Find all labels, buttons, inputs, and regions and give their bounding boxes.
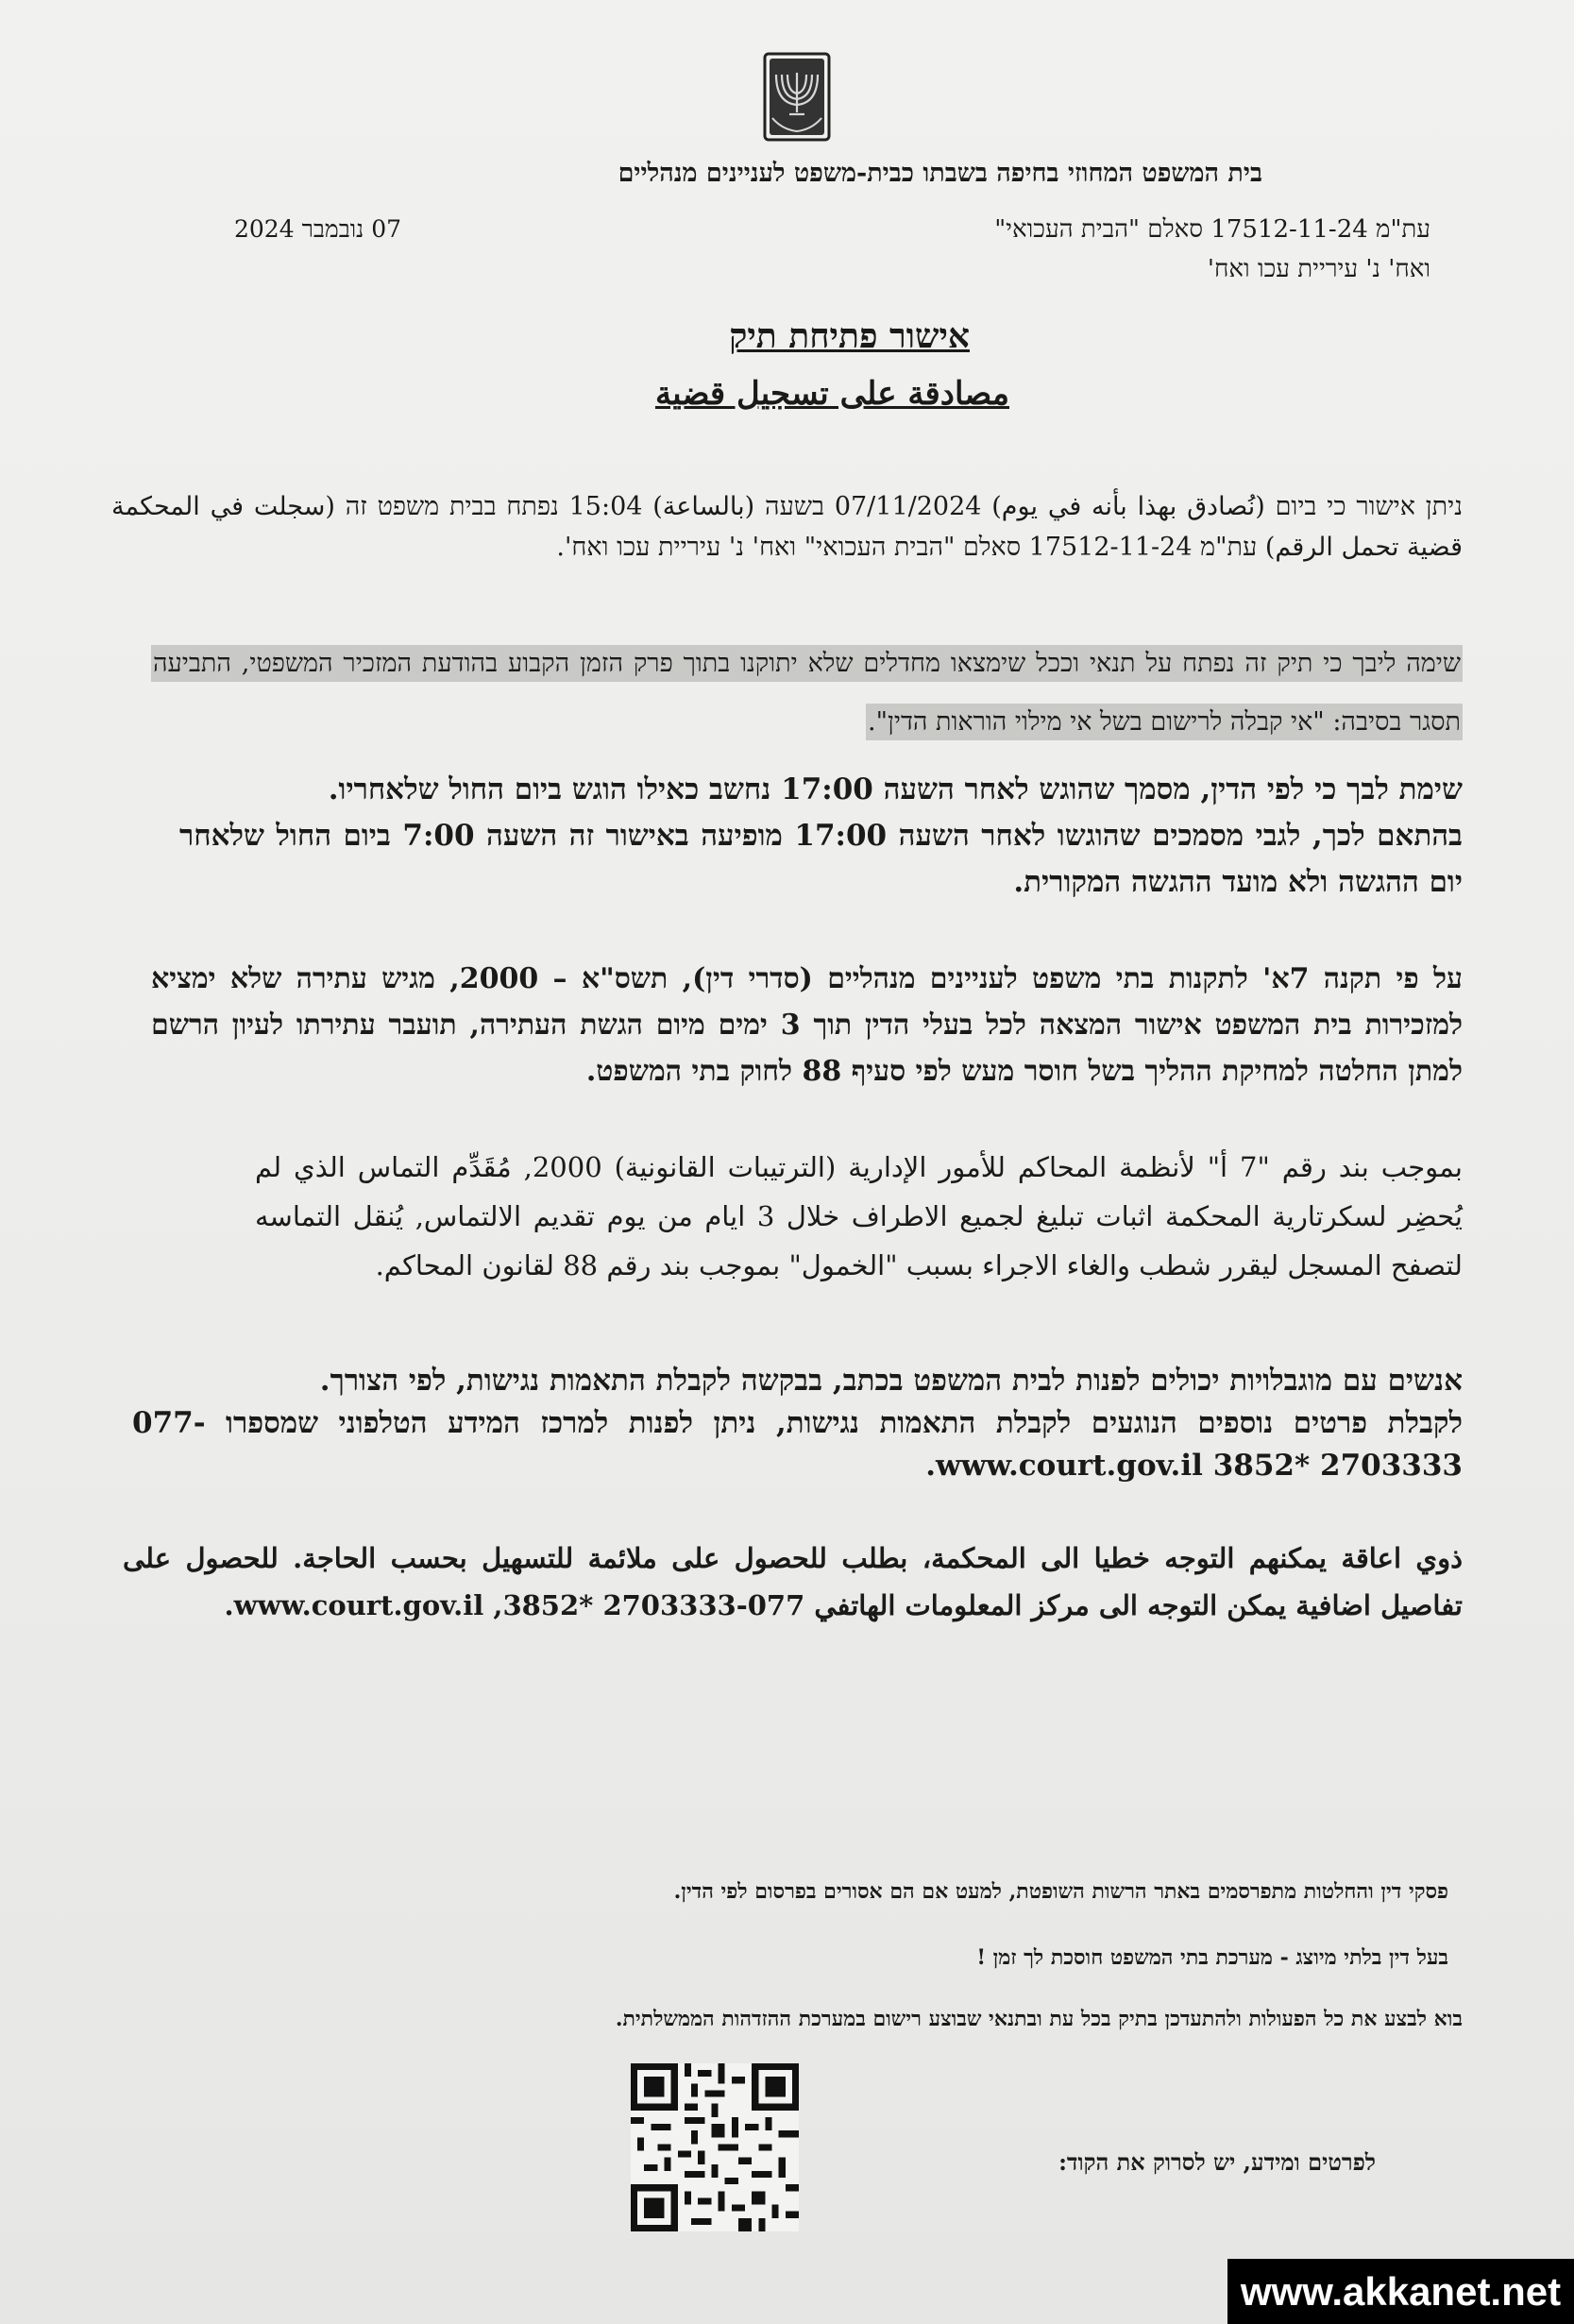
menorah-emblem-icon: [763, 52, 831, 142]
accessibility-line-2: לקבלת פרטים נוספים הנוגעים לקבלת התאמות נגישות, ניתן לפנות למרכז המידע הטלפוני שמספרו 077-2703333 *3852 www.court.gov.il.: [132, 1406, 1463, 1483]
footer-line-registration: בוא לבצע את כל הפעולות ולהתעדכן בתיק בכל עת ובתנאי שבוצע רישום במערכת ההזדהות הממשלתית.: [615, 2007, 1463, 2031]
document-date: 07 נובמבר 2024: [234, 215, 402, 243]
court-name: בית המשפט המחוזי בחיפה בשבתו כבית-משפט לעניינים מנהליים: [618, 159, 1262, 188]
website-watermark: www.akkanet.net: [1227, 2259, 1574, 2324]
after-hours-line-2: בהתאם לכך, לגבי מסמכים שהוגשו לאחר השעה 17:00 מופיעה באישור זה השעה 7:00 ביום החול שלאחר יום ההגשה ולא מועד ההגשה המקורית.: [179, 819, 1463, 899]
accessibility-paragraph-arabic: ذوي اعاقة يمكنهم التوجه خطيا الى المحكمة، بطلب للحصول على ملائمة للتسهيل بحسب الحاجة. للحصول على تفاصيل اضافية يمكن التوجه الى مركز المعلومات الهاتفي 077-2703333 *3852, www.court.gov.il.: [123, 1542, 1463, 1621]
deficiency-notice-text: שימה ליבך כי תיק זה נפתח על תנאי וככל שימצאו מחדלים שלא יתוקנו בתוך פרק הזמן הקבוע בהודעת המזכיר המשפטי, התביעה תסגר בסיבה: "אי קבלה לרישום בשל אי מילוי הוראות הדין".: [151, 645, 1463, 740]
after-hours-line-1: שימת לבך כי לפי הדין, מסמך שהוגש לאחר השעה 17:00 נחשב כאילו הוגש ביום החול שלאחריו.: [328, 772, 1463, 806]
after-hours-paragraph: [179, 767, 1463, 906]
confirmation-paragraph: ניתן אישור כי ביום (نُصادق بهذا بأنه في يوم) 07/11/2024 בשעה (بالساعة) 15:04 נפתח בבית משפט זה (سجلت في المحكمة قضية تحمل الرقم) עת"מ 17512-11-24 סאלם "הבית העכואי" ואח' נ' עיריית עכו ואח'.: [111, 492, 1463, 562]
regulation-paragraph: על פי תקנה 7א' לתקנות בתי משפט לעניינים מנהליים (סדרי דין), תשס"א – 2000, מגיש עתירה שלא ימציא למזכירות בית המשפט אישור המצאה לכל בעלי הדין תוך 3 ימים מיום הגשת העתירה, תועבר עתירתו לעיון הרשם למתן החלטה למחיקת ההליך בשל חוסר מעש לפי סעיף 88 לחוק בתי המשפט.: [151, 962, 1464, 1088]
footer-line-unrepresented: בעל דין בלתי מיוצג - מערכת בתי המשפט חוסכת לך זמן !: [976, 1945, 1448, 1970]
case-parties: ואח' נ' עיריית עכו ואח': [1207, 255, 1430, 283]
case-number: עת"מ 17512-11-24 סאלם "הבית העכואי": [994, 215, 1430, 244]
accessibility-line-1: אנשים עם מוגבלויות יכולים לפנות לבית המשפט בכתב, בבקשה לקבלת התאמות נגישות, לפי הצורך.: [319, 1364, 1463, 1398]
accessibility-paragraph: [132, 1360, 1463, 1487]
regulation-paragraph-arabic: بموجب بند رقم "7 أ" لأنظمة المحاكم للأمور الإدارية (الترتيبات القانونية) 2000, مُقَدِّم التماس الذي لم يُحضِر لسكرتارية المحكمة اثبات تبليغ لجميع الاطراف خلال 3 ايام من يوم تقديم الالتماس, يُنقل التماسه لتصفح المسجل ليقرر شطب والغاء الاجراء بسبب "الخمول" بموجب بند رقم 88 لقانون المحاكم.: [255, 1151, 1463, 1281]
page-title: אישור פתיחת תיק: [729, 316, 970, 356]
footer-line-publication: פסקי דין והחלטות מתפרסמים באתר הרשות השופטת, למעט אם הם אסורים בפרסום לפי הדין.: [673, 1879, 1448, 1904]
page-title-arabic: مصادقة على تسجيل قضية: [654, 375, 1009, 413]
qr-code-icon[interactable]: [631, 2061, 799, 2233]
qr-prompt: לפרטים ומידע, יש לסרוק את הקוד:: [1058, 2148, 1376, 2176]
deficiency-notice: [151, 635, 1463, 752]
